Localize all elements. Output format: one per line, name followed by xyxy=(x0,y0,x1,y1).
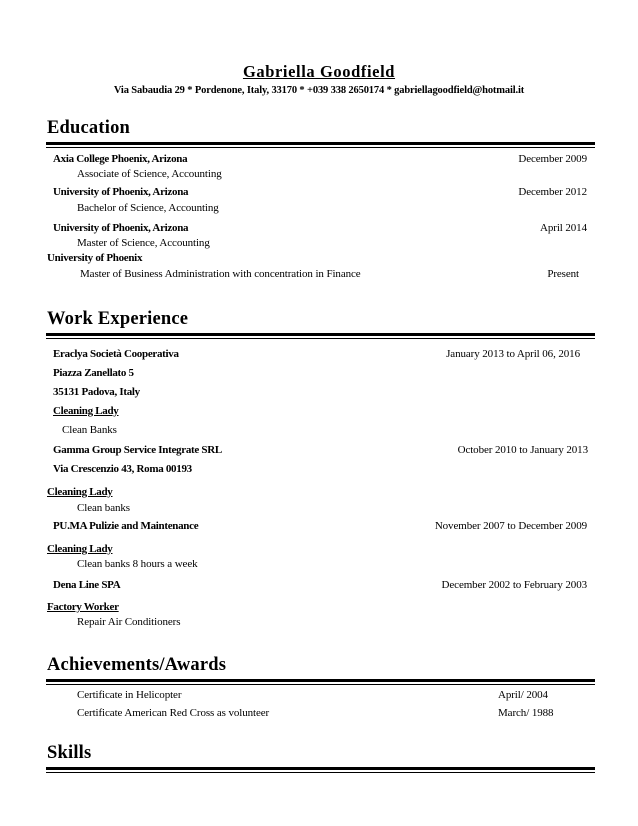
contact-line: Via Sabaudia 29 * Pordenone, Italy, 33170 * +039 338 2650174 * gabriellagoodfield@hotmail.it xyxy=(113,85,525,96)
education-school: University of Phoenix, Arizona xyxy=(53,222,189,234)
job-employer: Gamma Group Service Integrate SRL xyxy=(53,444,222,456)
job-dates: October 2010 to January 2013 xyxy=(457,444,588,456)
job-role: Factory Worker xyxy=(47,601,119,613)
education-school: University of Phoenix, Arizona xyxy=(53,186,189,198)
work-divider xyxy=(46,333,595,336)
job-address: 35131 Padova, Italy xyxy=(53,386,140,398)
awards-heading: Achievements/Awards xyxy=(47,655,227,675)
award-date: April/ 2004 xyxy=(498,689,548,701)
job-dates: December 2002 to February 2003 xyxy=(441,579,587,591)
job-duty: Clean banks xyxy=(77,502,130,514)
award-name: Certificate American Red Cross as volunteer xyxy=(77,707,270,719)
education-heading: Education xyxy=(47,118,131,138)
award-date: March/ 1988 xyxy=(498,707,554,719)
education-date: December 2012 xyxy=(518,186,587,198)
work-heading: Work Experience xyxy=(47,309,189,329)
education-degree: Associate of Science, Accounting xyxy=(77,168,222,180)
education-divider xyxy=(46,142,595,145)
job-employer: PU.MA Pulizie and Maintenance xyxy=(53,520,199,532)
job-duty: Clean banks 8 hours a week xyxy=(77,558,198,570)
skills-heading: Skills xyxy=(47,743,92,763)
awards-divider xyxy=(46,679,595,682)
education-date: December 2009 xyxy=(518,153,587,165)
job-address: Via Crescenzio 43, Roma 00193 xyxy=(53,463,192,475)
job-role: Cleaning Lady xyxy=(47,543,113,555)
award-name: Certificate in Helicopter xyxy=(77,689,182,701)
job-duty: Clean Banks xyxy=(62,424,117,436)
candidate-name: Gabriella Goodfield xyxy=(242,62,396,81)
education-degree: Bachelor of Science, Accounting xyxy=(77,202,219,214)
job-dates: November 2007 to December 2009 xyxy=(434,520,587,532)
job-role: Cleaning Lady xyxy=(47,486,113,498)
job-duty: Repair Air Conditioners xyxy=(77,616,181,628)
education-school: University of Phoenix xyxy=(47,252,143,264)
job-dates: January 2013 to April 06, 2016 xyxy=(446,348,580,360)
job-employer: Eraclya Società Cooperativa xyxy=(53,348,179,360)
education-date: Present xyxy=(547,268,579,280)
education-date: April 2014 xyxy=(540,222,587,234)
job-employer: Dena Line SPA xyxy=(53,579,121,591)
education-degree: Master of Science, Accounting xyxy=(77,237,210,249)
skills-divider xyxy=(46,767,595,770)
job-address: Piazza Zanellato 5 xyxy=(53,367,134,379)
education-degree: Master of Business Administration with concentration in Finance xyxy=(80,268,361,280)
education-school: Axia College Phoenix, Arizona xyxy=(53,153,188,165)
job-role: Cleaning Lady xyxy=(53,405,119,417)
